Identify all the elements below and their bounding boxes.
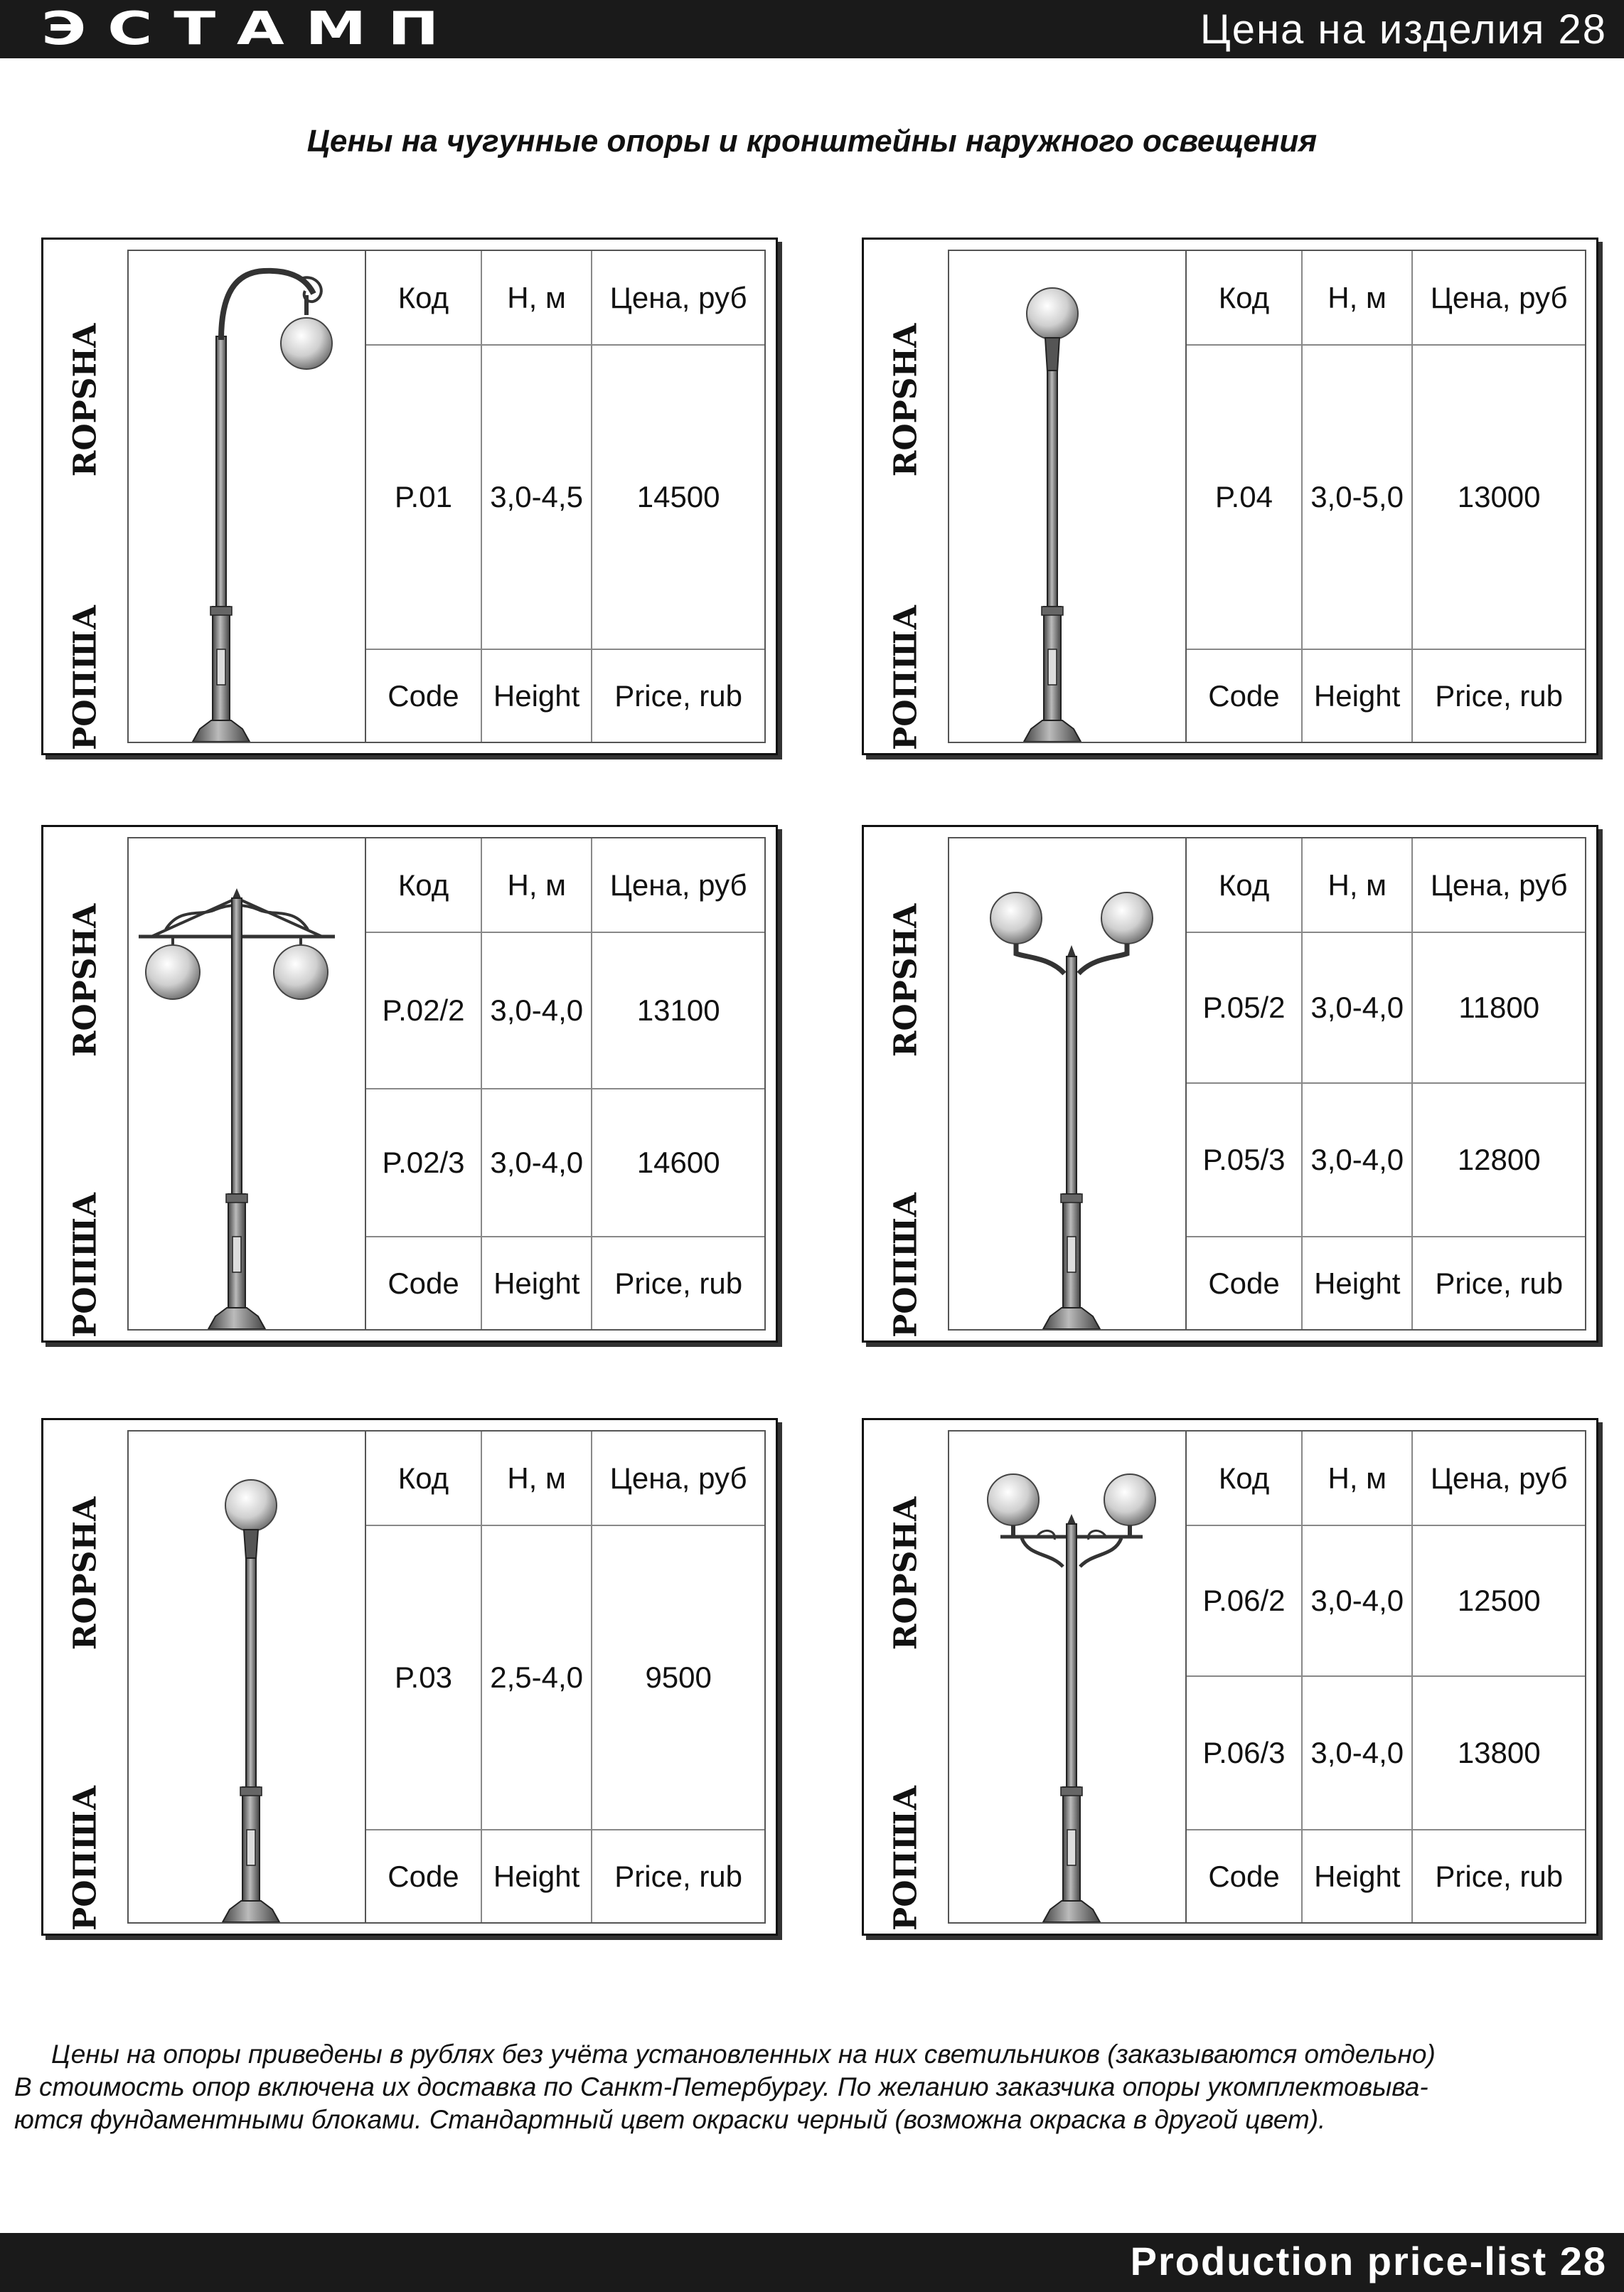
- product-card: [41, 1418, 778, 1936]
- price-table: [1187, 1432, 1585, 1922]
- header-code-ru: Код: [1187, 838, 1302, 932]
- header-code-ru: Код: [1187, 251, 1302, 345]
- height-cell: 3,0-4,0: [481, 1089, 592, 1237]
- price-table: [1187, 251, 1585, 742]
- hook-lamp-single-globe-icon: [129, 251, 365, 742]
- code-cell: P.02/3: [366, 1089, 481, 1237]
- product-image: [949, 1432, 1187, 1922]
- lamp-post-top-globe-icon: [949, 251, 1185, 742]
- header-code-en: Code: [1187, 1830, 1302, 1922]
- side-label-cyrillic: РОПША: [67, 1785, 104, 1931]
- height-cell: 3,0-4,0: [1302, 1676, 1412, 1830]
- code-cell: P.04: [1187, 345, 1302, 649]
- height-cell: 3,0-4,0: [1302, 1525, 1412, 1676]
- header-height-ru: Н, м: [481, 838, 592, 932]
- header-price-en: Price, rub: [592, 1237, 764, 1329]
- side-label-cyrillic: РОПША: [887, 604, 924, 750]
- page-label: Цена на изделия 28: [1200, 6, 1607, 53]
- header-height-en: Height: [1302, 649, 1412, 742]
- side-label-latin: ROPSHA: [887, 903, 924, 1057]
- height-cell: 3,0-5,0: [1302, 345, 1412, 649]
- header-height-ru: Н, м: [1302, 838, 1412, 932]
- code-cell: P.06/2: [1187, 1525, 1302, 1676]
- header-height-ru: Н, м: [1302, 251, 1412, 345]
- header-code-ru: Код: [366, 251, 481, 345]
- side-label-cyrillic: РОПША: [67, 604, 104, 750]
- side-label-latin: ROPSHA: [67, 1496, 104, 1651]
- lamp-post-two-globes-icon: [949, 838, 1185, 1329]
- footer-bar: [0, 2233, 1624, 2292]
- header-price-ru: Цена, руб: [592, 1432, 764, 1525]
- side-label-latin: ROPSHA: [67, 323, 104, 477]
- footnote-line: ются фундаментными блоками. Стандартный цвет окраски черный (возможна окраска в другой цвет).: [14, 2105, 1326, 2134]
- code-cell: P.05/2: [1187, 932, 1302, 1083]
- product-image: [129, 251, 366, 742]
- price-cell: 12500: [1412, 1525, 1585, 1676]
- header-height-en: Height: [481, 1237, 592, 1329]
- header-price-en: Price, rub: [1412, 649, 1585, 742]
- lamp-post-scroll-two-globes-icon: [949, 1432, 1185, 1922]
- header-height-ru: Н, м: [481, 1432, 592, 1525]
- header-price-ru: Цена, руб: [592, 838, 764, 932]
- header-code-en: Code: [366, 649, 481, 742]
- footnote-line: Цены на опоры приведены в рублях без учёта установленных на них светильников (заказываются отдельно): [51, 2040, 1436, 2069]
- header-height-en: Height: [481, 649, 592, 742]
- product-card: [862, 1418, 1598, 1936]
- product-image: [129, 1432, 366, 1922]
- price-table: [366, 838, 764, 1329]
- side-label-latin: ROPSHA: [887, 1496, 924, 1651]
- code-cell: P.03: [366, 1525, 481, 1830]
- price-table: [366, 1432, 764, 1922]
- header-price-en: Price, rub: [592, 649, 764, 742]
- price-table: [366, 251, 764, 742]
- lamp-post-top-globe-icon: [129, 1432, 365, 1922]
- product-image: [129, 838, 366, 1329]
- height-cell: 3,0-4,0: [1302, 1083, 1412, 1237]
- header-price-ru: Цена, руб: [1412, 1432, 1585, 1525]
- header-height-en: Height: [1302, 1237, 1412, 1329]
- code-cell: P.05/3: [1187, 1083, 1302, 1237]
- header-height-en: Height: [481, 1830, 592, 1922]
- height-cell: 3,0-4,5: [481, 345, 592, 649]
- height-cell: 3,0-4,0: [1302, 932, 1412, 1083]
- side-label-cyrillic: РОПША: [887, 1785, 924, 1931]
- height-cell: 2,5-4,0: [481, 1525, 592, 1830]
- footnote: [14, 2038, 1607, 2136]
- brand-logo: ЭСТАМП: [41, 3, 461, 55]
- footer-label: Production price-list 28: [1130, 2239, 1607, 2283]
- price-cell: 13800: [1412, 1676, 1585, 1830]
- header-price-ru: Цена, руб: [1412, 838, 1585, 932]
- header-price-en: Price, rub: [592, 1830, 764, 1922]
- lamp-post-ornate-crossbar-two-globes-icon: [129, 838, 365, 1329]
- header-code-en: Code: [1187, 1237, 1302, 1329]
- price-cell: 13000: [1412, 345, 1585, 649]
- header-code-ru: Код: [1187, 1432, 1302, 1525]
- price-cell: 13100: [592, 932, 764, 1089]
- header-height-en: Height: [1302, 1830, 1412, 1922]
- price-cell: 14500: [592, 345, 764, 649]
- code-cell: P.01: [366, 345, 481, 649]
- header-code-en: Code: [366, 1830, 481, 1922]
- header-price-en: Price, rub: [1412, 1830, 1585, 1922]
- height-cell: 3,0-4,0: [481, 932, 592, 1089]
- header-code-en: Code: [366, 1237, 481, 1329]
- product-card: [41, 825, 778, 1343]
- product-image: [949, 251, 1187, 742]
- price-table: [1187, 838, 1585, 1329]
- header-bar: [0, 0, 1624, 58]
- header-code-ru: Код: [366, 838, 481, 932]
- code-cell: P.02/2: [366, 932, 481, 1089]
- footnote-line: В стоимость опор включена их доставка по Санкт-Петербургу. По желанию заказчика опоры укомплектовыва-: [14, 2072, 1428, 2101]
- price-cell: 12800: [1412, 1083, 1585, 1237]
- side-label-latin: ROPSHA: [67, 903, 104, 1057]
- header-price-ru: Цена, руб: [1412, 251, 1585, 345]
- page-title: Цены на чугунные опоры и кронштейны наружного освещения: [306, 124, 1318, 159]
- side-label-latin: ROPSHA: [887, 323, 924, 477]
- product-card: [862, 238, 1598, 755]
- product-card: [41, 238, 778, 755]
- header-code-ru: Код: [366, 1432, 481, 1525]
- code-cell: P.06/3: [1187, 1676, 1302, 1830]
- header-height-ru: Н, м: [481, 251, 592, 345]
- price-cell: 9500: [592, 1525, 764, 1830]
- header-code-en: Code: [1187, 649, 1302, 742]
- price-cell: 14600: [592, 1089, 764, 1237]
- price-cell: 11800: [1412, 932, 1585, 1083]
- side-label-cyrillic: РОПША: [887, 1192, 924, 1338]
- header-price-en: Price, rub: [1412, 1237, 1585, 1329]
- header-price-ru: Цена, руб: [592, 251, 764, 345]
- product-card: [862, 825, 1598, 1343]
- side-label-cyrillic: РОПША: [67, 1192, 104, 1338]
- product-image: [949, 838, 1187, 1329]
- header-height-ru: Н, м: [1302, 1432, 1412, 1525]
